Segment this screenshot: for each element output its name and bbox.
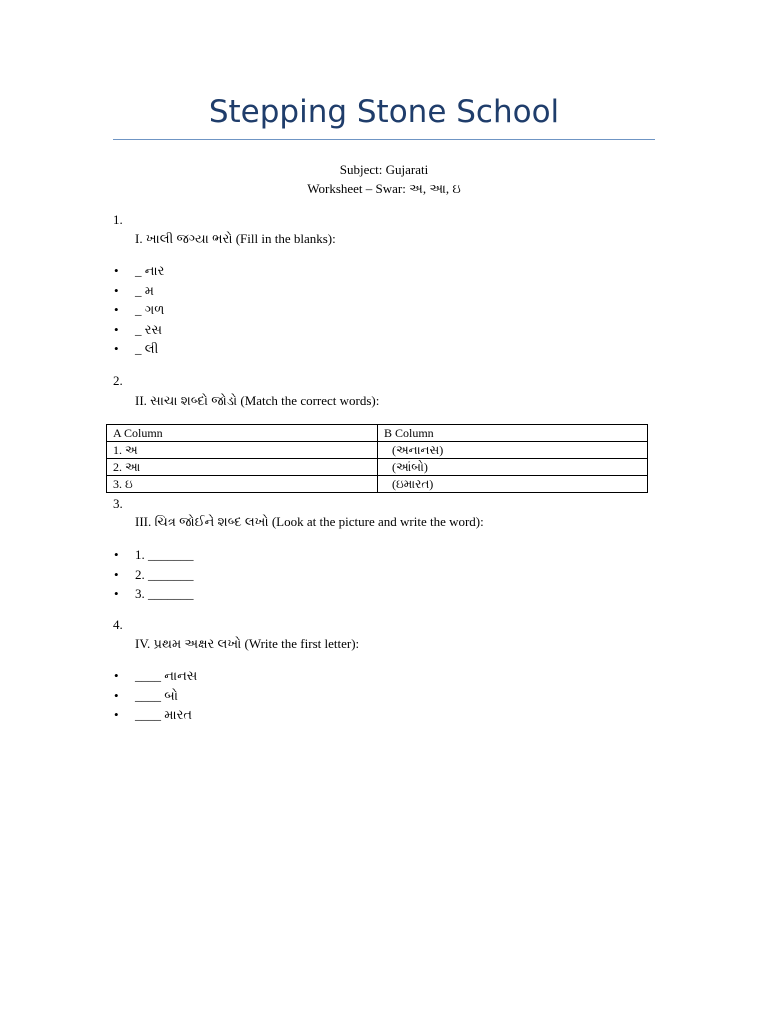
bullet-icon: • [114,321,119,337]
table-header-cell: B Column [378,425,648,442]
question-3-number: 3. [113,496,123,511]
question-4-list [113,666,197,725]
bullet-icon: • [114,263,119,278]
list-item: • _ રસ [113,320,164,340]
bullet-icon: • [114,668,119,683]
list-item: • _ ગળ [113,300,164,320]
table-cell: (અનાનસ) [378,442,648,459]
question-1-heading: I. ખાલી જગ્યા ભરો (Fill in the blanks): [135,231,336,246]
bullet-icon: • [114,547,119,562]
list-item: • 2. _______ [113,565,194,585]
question-1-list [113,261,164,359]
match-table [106,424,648,493]
list-item: • ____ બો [113,686,197,706]
bullet-icon: • [114,282,119,298]
question-3-list [113,545,194,604]
bullet-icon: • [114,586,119,601]
bullet-icon: • [114,341,119,356]
subject-line: Subject: Gujarati [339,162,429,177]
table-header-row [107,425,648,442]
worksheet-line: Worksheet – Swar: અ, આ, ઇ [307,181,461,196]
list-item: • 1. _______ [113,545,194,565]
table-cell: (ઇમારત) [378,476,648,493]
question-2-number: 2. [113,373,123,388]
subject-block [0,160,768,198]
question-1-number: 1. [113,212,123,227]
table-header-cell: A Column [107,425,378,442]
bullet-icon: • [114,687,119,703]
bullet-icon: • [114,566,119,582]
question-2-heading: II. સાચા શબ્દો જોડો (Match the correct words): [135,393,380,408]
page-title: Stepping Stone School [208,94,560,130]
question-4-heading: IV. પ્રથમ અક્ષર લખો (Write the first letter): [135,636,360,651]
table-row [107,476,648,493]
table-cell: 1. અ [107,442,378,459]
table-cell: 2. આ [107,459,378,476]
list-item: • _ લી [113,339,164,359]
list-item: • _ મ [113,281,164,301]
list-item: • _ નાર [113,261,164,281]
list-item: • ____ મારત [113,705,197,725]
table-cell: 3. ઇ [107,476,378,493]
bullet-icon: • [114,707,119,722]
question-4-number: 4. [113,617,123,632]
list-item: • ____ નાનસ [113,666,197,686]
bullet-icon: • [114,302,119,317]
table-row [107,459,648,476]
title-underline [113,139,655,140]
list-item: • 3. _______ [113,584,194,604]
table-row [107,442,648,459]
question-3-heading: III. ચિત્ર જોઈને શબ્દ લખો (Look at the picture and write the word): [135,514,484,529]
table-cell: (આંબો) [378,459,648,476]
